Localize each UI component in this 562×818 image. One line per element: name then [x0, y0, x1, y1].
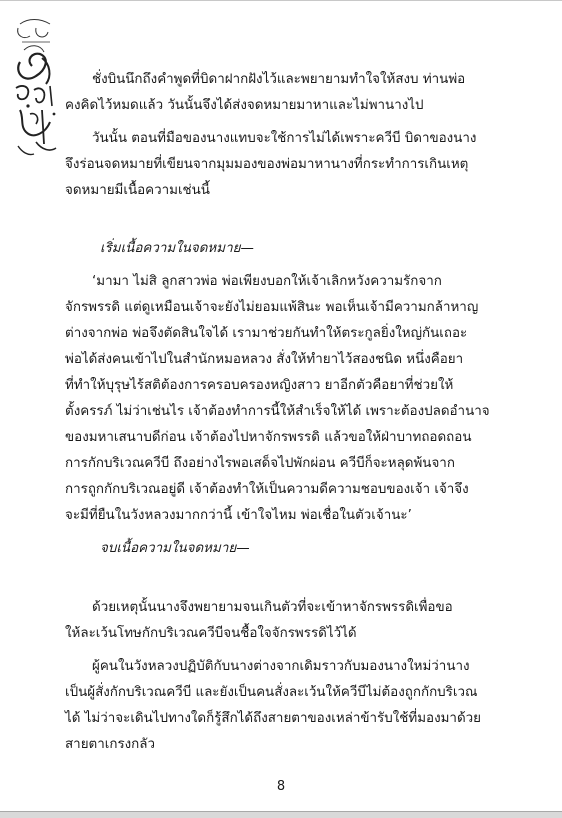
letter-line: พ่อได้ส่งคนเข้าไปในสำนักหมอหลวง สั่งให้ทำยาไว้สองชนิด หนึ่งคือยา	[65, 352, 464, 367]
paragraph-line: ด้วยเหตุนั้นนางจึงพยายามจนเกินตัวที่จะเข้าหาจักรพรรดิเพื่อขอ	[92, 600, 453, 615]
decorative-title-logo-icon	[6, 14, 66, 164]
paragraph-line: ให้ละเว้นโทษกักบริเวณควีบีจนชื้อใจจักรพรรดิไว้ได้	[65, 626, 357, 641]
letter-line: ของมหาเสนาบดีก่อน เจ้าต้องไปหาจักรพรรดิ แล้วขอให้ฝ่าบาทถอดถอน	[65, 430, 472, 445]
letter-line: ตั้งครรภ์ ไม่ว่าเช่นไร เจ้าต้องทำการนี้ให้สำเร็จให้ได้ เพราะต้องปลดอำนาจ	[65, 404, 490, 419]
letter-line: จะมีที่ยืนในวังหลวงมากกว่านี้ เข้าใจไหม พ่อเชื่อในตัวเจ้านะ’	[65, 508, 412, 523]
page-number: 8	[276, 779, 286, 794]
letter-line: จักรพรรดิ แต่ดูเหมือนเจ้าจะยังไม่ยอมแพ้สินะ พอเห็นเจ้ามีความกล้าหาญ	[65, 300, 479, 315]
page-top-edge	[0, 0, 562, 1]
paragraph-line: สายตาเกรงกลัว	[65, 737, 156, 752]
letter-line: การกักบริเวณควีบี ถึงอย่างไรพอเสด็จไปพักผ่อน ควีบีก็จะหลุดพ้นจาก	[65, 456, 455, 471]
letter-end-heading: จบเนื้อความในจดหมาย—	[100, 541, 250, 556]
paragraph-line: จึงร่อนจดหมายที่เขียนจากมุมมองของพ่อมาหานางที่กระทำการเกินเหตุ	[65, 157, 469, 172]
paragraph-line: ผู้คนในวังหลวงปฏิบัติกับนางต่างจากเดิมราวกับมองนางใหม่ว่านาง	[92, 659, 470, 674]
paragraph-line: ชั่งบินนึกถึงคำพูดที่บิดาฝากฝังไว้และพยายามทำใจให้สงบ ท่านพ่อ	[92, 72, 466, 87]
paragraph-line: จดหมายมีเนื้อความเช่นนี้	[65, 183, 210, 198]
page-bottom-edge	[0, 812, 562, 818]
paragraph-line: คงคิดไว้หมดแล้ว วันนั้นจึงได้ส่งจดหมายมาหาและไม่พานางไป	[65, 98, 424, 113]
letter-line: ที่ทำให้บุรุษไร้สติต้องการครอบครองหญิงสาว ยาอีกตัวคือยาที่ช่วยให้	[65, 378, 454, 393]
letter-start-heading: เริ่มเนื้อความในจดหมาย—	[100, 241, 254, 256]
letter-line: ต่างจากพ่อ พ่อจึงตัดสินใจได้ เรามาช่วยกันทำให้ตระกูลยิ่งใหญ่กันเถอะ	[65, 326, 468, 341]
paragraph-line: ได้ ไม่ว่าจะเดินไปทางใดก็รู้สึกได้ถึงสายตาของเหล่าข้ารับใช้ที่มองมาด้วย	[65, 711, 482, 726]
paragraph-line: วันนั้น ตอนที่มือของนางแทบจะใช้การไม่ได้เพราะควีบี บิดาของนาง	[92, 131, 477, 146]
letter-line: การถูกกักบริเวณอยู่ดี เจ้าต้องทำให้เป็นความดีความชอบของเจ้า เจ้าจึง	[65, 482, 469, 497]
paragraph-line: เป็นผู้สั่งกักบริเวณควีบี และยังเป็นคนสั่งละเว้นให้ควีบีไม่ต้องถูกกักบริเวณ	[65, 685, 478, 700]
letter-line: ‘มามา ไม่สิ ลูกสาวพ่อ พ่อเพียงบอกให้เจ้าเลิกหวังความรักจาก	[92, 274, 442, 289]
